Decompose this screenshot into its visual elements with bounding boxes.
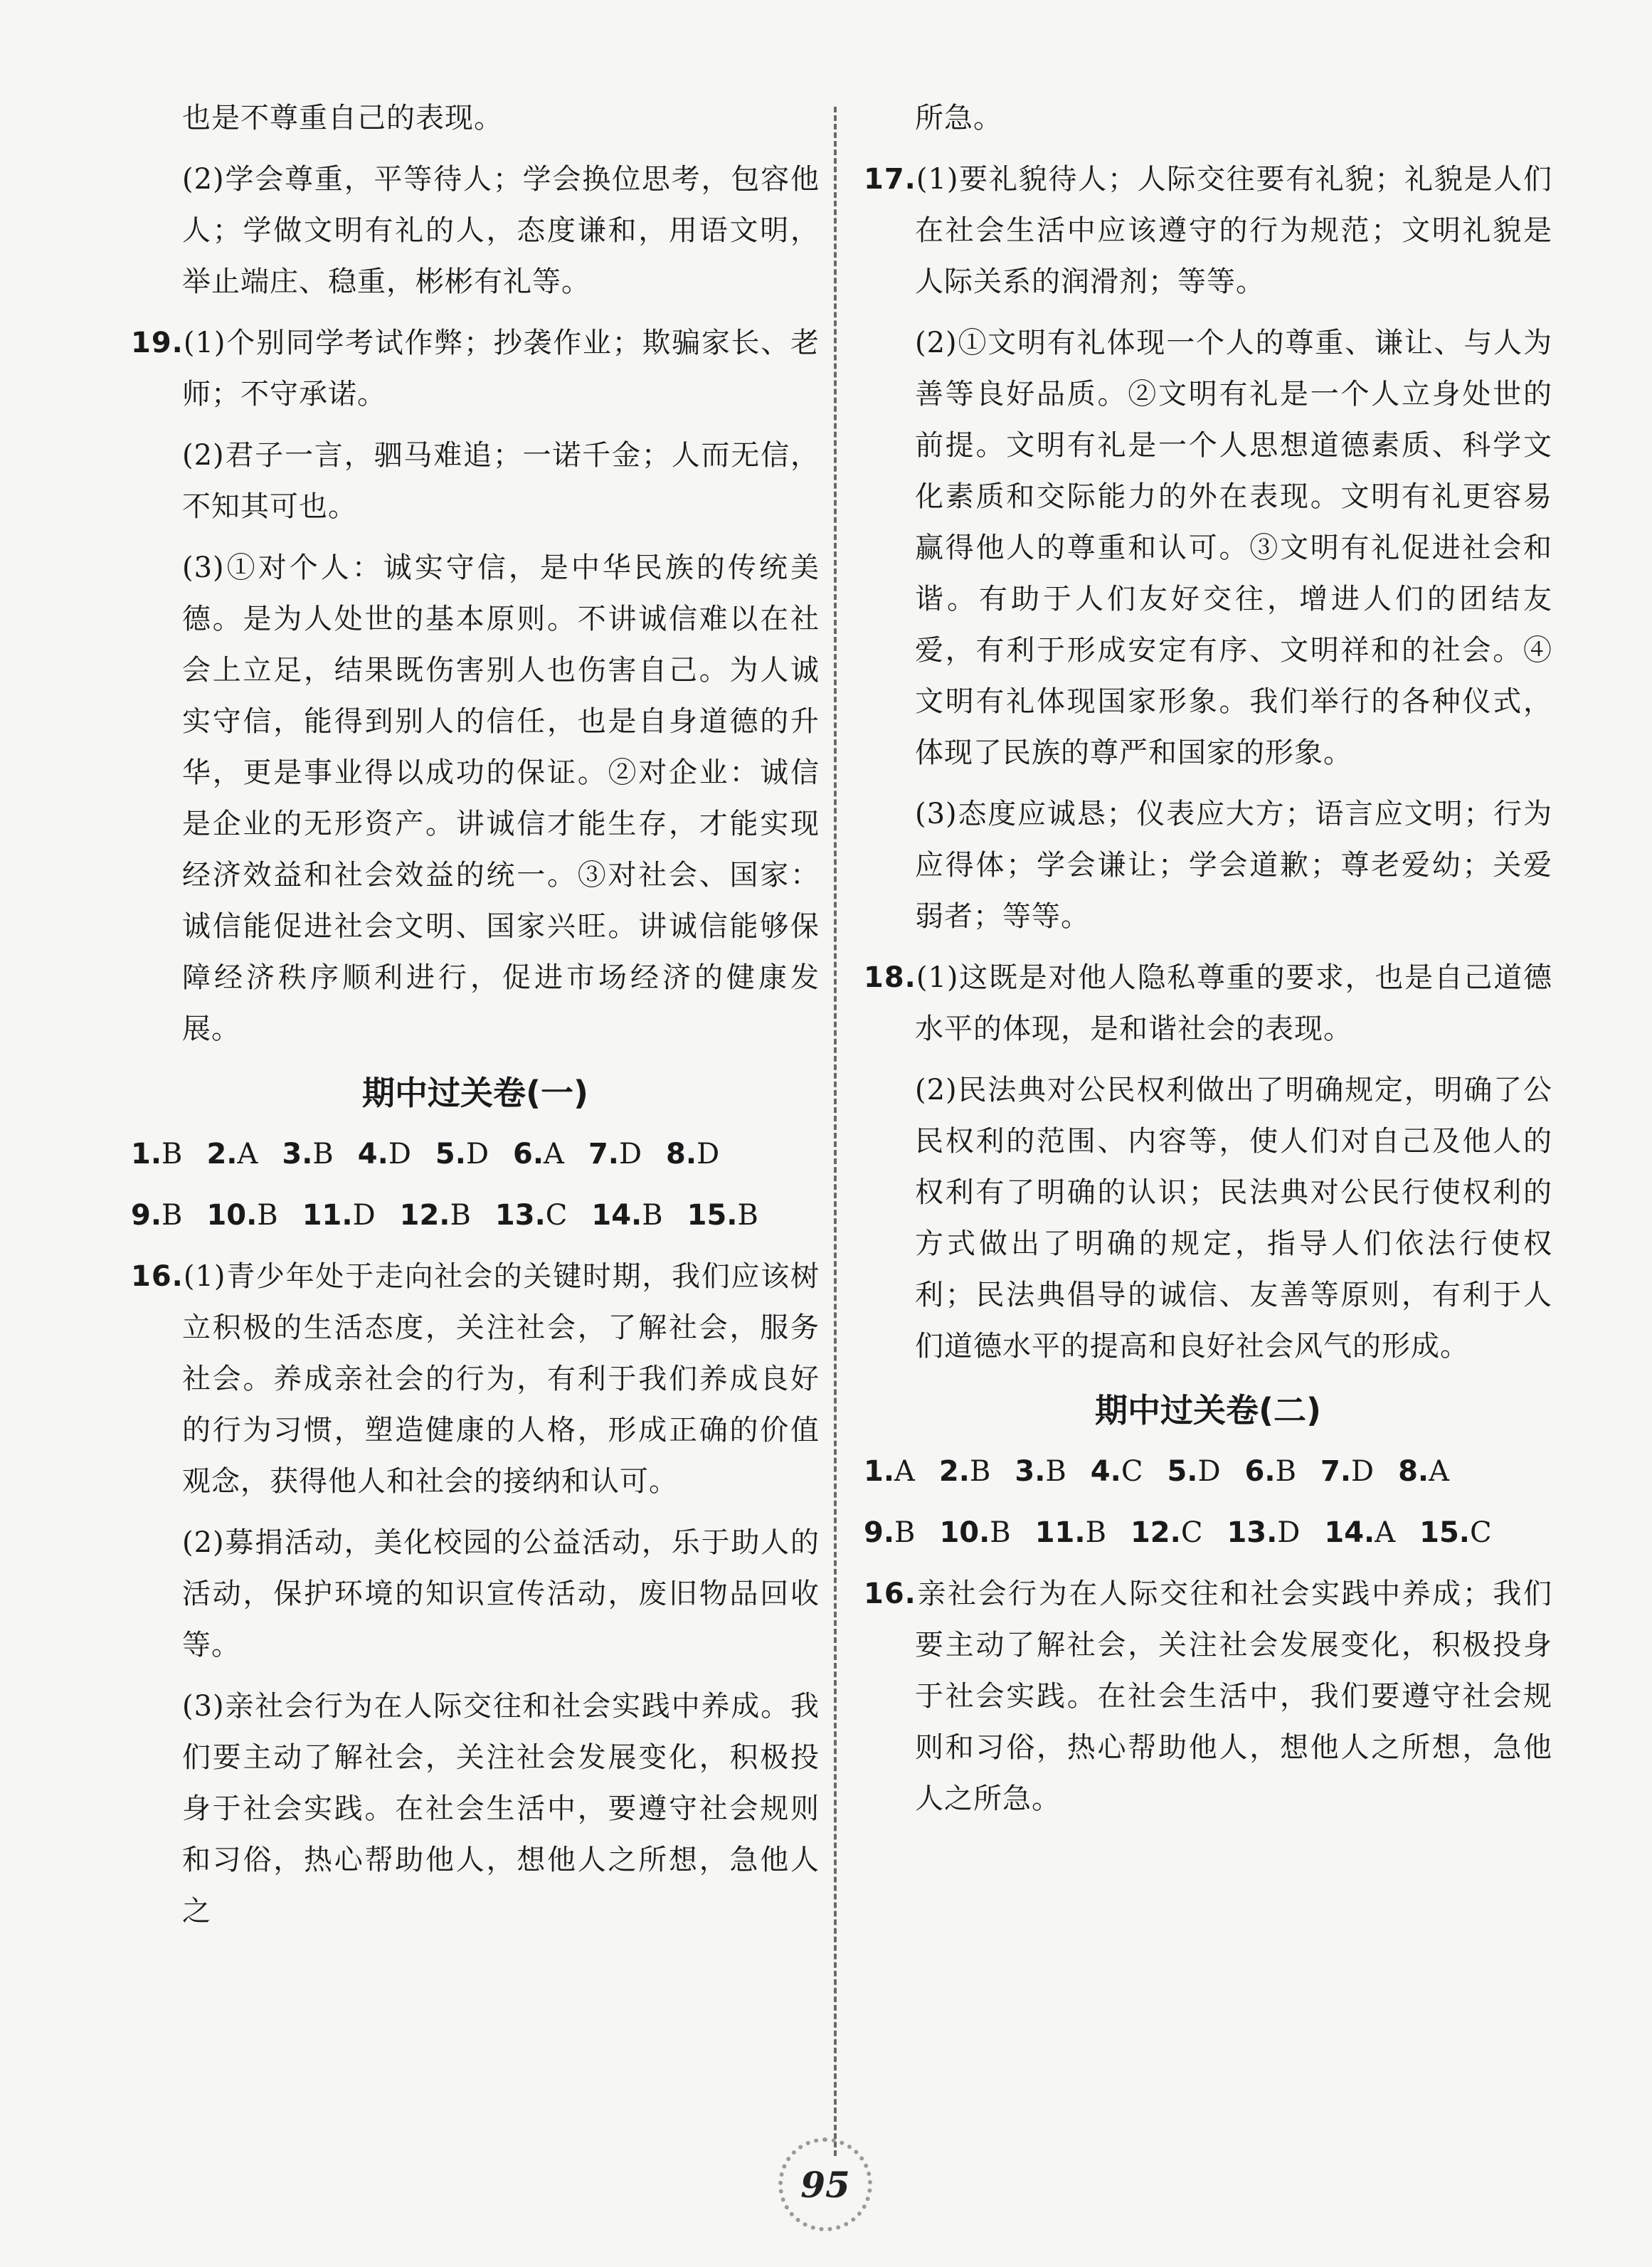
answer-letter: B xyxy=(894,1516,916,1549)
choice-answer xyxy=(1167,1455,1220,1488)
choice-answers-row-2 xyxy=(131,1190,820,1241)
question-19-part-3: (3)①对个人：诚实守信，是中华民族的传统美德。是为人处世的基本原则。不讲诚信难以在社会上立足，结果既伤害别人也伤害自己。为人诚实守信，能得到别人的信任，也是自身道德的升华，更是事业得以成功的保证。②对企业：诚信是企业的无形资产。讲诚信才能生存，才能实现经济效益和社会效益的统一。③对社会、国家：诚信能促进社会文明、国家兴旺。讲诚信能够保障经济秩序顺利进行，促进市场经济的健康发展。 xyxy=(182,551,820,1045)
answer-letter: D xyxy=(1351,1455,1375,1488)
answer-number: 2. xyxy=(938,1455,970,1488)
choice-answer xyxy=(1227,1516,1300,1549)
choice-answer xyxy=(495,1199,567,1232)
question-18-part-1: 18.(1)这既是对他人隐私尊重的要求，也是自己道德水平的体现，是和谐社会的表现。 xyxy=(864,961,1552,1045)
answer-letter: B xyxy=(162,1138,183,1171)
answer-number: 10. xyxy=(939,1516,990,1549)
choice-answer xyxy=(1398,1455,1449,1488)
choice-answer xyxy=(939,1516,1010,1549)
answer-letter: A xyxy=(1429,1455,1450,1488)
answer-number: 1. xyxy=(864,1455,895,1488)
answer-number: 13. xyxy=(494,1199,546,1232)
choice-answers-row-1 xyxy=(131,1129,820,1180)
question-16-part-3: (3)亲社会行为在人际交往和社会实践中养成。我们要主动了解社会，关注社会发展变化，积极投身于社会实践。在社会生活中，要遵守社会规则和习俗，热心帮助他人，想他人之所想，急他人之 xyxy=(182,1690,820,1928)
answer-letter: A xyxy=(894,1455,915,1488)
answer-number: 3. xyxy=(1015,1455,1046,1488)
answer-letter: D xyxy=(352,1199,376,1232)
choice-answer xyxy=(1324,1516,1395,1549)
answer-number: 14. xyxy=(591,1199,642,1232)
choice-answer xyxy=(435,1138,489,1171)
text-continuation: 所急。 xyxy=(915,102,1002,134)
choice-answer xyxy=(513,1138,564,1171)
answer-number: 10. xyxy=(206,1199,258,1232)
choice-answer xyxy=(864,1516,915,1549)
answer-number: 5. xyxy=(1167,1455,1198,1488)
answer-letter: B xyxy=(990,1516,1011,1549)
answer-number: 2. xyxy=(206,1138,238,1171)
question-16: 16.亲社会行为在人际交往和社会实践中养成；我们要主动了解社会，关注社会发展变化，积极投身于社会实践。在社会生活中，我们要遵守社会规则和习俗，热心帮助他人，想他人之所想，急他人之所急。 xyxy=(864,1578,1552,1815)
answer-number: 7. xyxy=(1320,1455,1352,1488)
answer-letter: B xyxy=(642,1199,663,1232)
answer-number: 4. xyxy=(357,1138,388,1171)
answer-letter: B xyxy=(450,1199,471,1232)
answer-number: 6. xyxy=(1244,1455,1276,1488)
answer-number: 11. xyxy=(1034,1516,1086,1549)
answer-number: 7. xyxy=(588,1138,619,1171)
answer-number: 3. xyxy=(282,1138,313,1171)
choice-answer xyxy=(206,1199,277,1232)
answer-letter: D xyxy=(388,1138,411,1171)
choice-answer xyxy=(1245,1455,1296,1488)
choice-answer xyxy=(1015,1455,1066,1488)
answer-letter: B xyxy=(737,1199,758,1232)
question-number: 19. xyxy=(131,327,184,359)
answer-letter: D xyxy=(1277,1516,1301,1549)
choice-answer xyxy=(302,1199,376,1232)
question-17-part-1: 17.(1)要礼貌待人；人际交往要有礼貌；礼貌是人们在社会生活中应该遵守的行为规范；文明礼貌是人际关系的润滑剂；等等。 xyxy=(864,163,1552,298)
column-divider xyxy=(834,107,837,2156)
answer-letter: D xyxy=(697,1138,720,1171)
choice-answers-row-2 xyxy=(864,1507,1552,1558)
answer-number: 15. xyxy=(1419,1516,1470,1549)
question-number: 16. xyxy=(864,1578,916,1610)
left-column xyxy=(131,93,820,1947)
answer-letter: C xyxy=(1469,1516,1492,1549)
choice-answer xyxy=(1091,1455,1143,1488)
choice-answer xyxy=(400,1199,471,1232)
choice-answer xyxy=(687,1199,758,1232)
answer-letter: B xyxy=(1045,1455,1066,1488)
question-number: 16. xyxy=(131,1260,184,1293)
answer-number: 11. xyxy=(302,1199,353,1232)
answer-number: 12. xyxy=(1130,1516,1181,1549)
answer-number: 14. xyxy=(1324,1516,1375,1549)
answer-number: 8. xyxy=(1398,1455,1429,1488)
question-number: 17. xyxy=(864,163,916,196)
choice-answer xyxy=(939,1455,990,1488)
answer-number: 15. xyxy=(687,1199,738,1232)
question-number: 18. xyxy=(864,961,916,994)
choice-answer xyxy=(1131,1516,1202,1549)
choice-answer xyxy=(666,1138,719,1171)
answer-number: 1. xyxy=(131,1138,162,1171)
choice-answer xyxy=(591,1199,662,1232)
answer-letter: C xyxy=(1180,1516,1203,1549)
choice-answer xyxy=(588,1138,642,1171)
question-17-part-2: (2)①文明有礼体现一个人的尊重、谦让、与人为善等良好品质。②文明有礼是一个人立身处世的前提。文明有礼是一个人思想道德素质、科学文化素质和交际能力的外在表现。文明有礼更容易赢得他人的尊重和认可。③文明有礼促进社会和谐。有助于人们友好交往，增进人们的团结友爱，有利于形成安定有序、文明祥和的社会。④文明有礼体现国家形象。我们举行的各种仪式，体现了民族的尊严和国家的形象。 xyxy=(915,327,1552,769)
question-17-part-3: (3)态度应诚恳；仪表应大方；语言应文明；行为应得体；学会谦让；学会道歉；尊老爱幼；关爱弱者；等等。 xyxy=(915,798,1552,933)
answer-letter: D xyxy=(1197,1455,1221,1488)
text-continuation: 也是不尊重自己的表现。 xyxy=(182,102,503,134)
choice-answer xyxy=(1320,1455,1374,1488)
choice-answer xyxy=(1035,1516,1106,1549)
answer-number: 12. xyxy=(399,1199,450,1232)
choice-answer xyxy=(206,1138,258,1171)
answer-letter: B xyxy=(1275,1455,1296,1488)
page-number-badge xyxy=(768,2142,882,2227)
answer-number: 8. xyxy=(666,1138,697,1171)
answer-letter: B xyxy=(969,1455,991,1488)
choice-answer xyxy=(131,1138,182,1171)
question-16-part-1: 16.(1)青少年处于走向社会的关键时期，我们应该树立积极的生活态度，关注社会，了解社会，服务社会。养成亲社会的行为，有利于我们养成良好的行为习惯，塑造健康的人格，形成正确的价值观念，获得他人和社会的接纳和认可。 xyxy=(131,1260,820,1498)
page-number: 95 xyxy=(800,2163,850,2206)
question-19-part-2: (2)君子一言，驷马难追；一诺千金；人而无信，不知其可也。 xyxy=(182,439,820,523)
answer-number: 9. xyxy=(864,1516,895,1549)
answer-letter: C xyxy=(545,1199,568,1232)
answer-letter: C xyxy=(1121,1455,1143,1488)
answer-number: 4. xyxy=(1090,1455,1121,1488)
question-19-part-1: 19.(1)个别同学考试作弊；抄袭作业；欺骗家长、老师；不守承诺。 xyxy=(131,327,820,411)
section-title-midterm-2: 期中过关卷(二) xyxy=(1094,1391,1322,1430)
answer-letter: D xyxy=(465,1138,489,1171)
answer-letter: A xyxy=(1375,1516,1396,1549)
answer-letter: B xyxy=(257,1199,278,1232)
answer-letter: B xyxy=(312,1138,334,1171)
answer-part: (2)学会尊重，平等待人；学会换位思考，包容他人；学做文明有礼的人，态度谦和，用语文明，举止端庄、稳重，彬彬有礼等。 xyxy=(182,163,820,298)
choice-answer xyxy=(1419,1516,1491,1549)
choice-answer xyxy=(864,1455,915,1488)
answer-letter: B xyxy=(1085,1516,1106,1549)
answer-letter: D xyxy=(618,1138,642,1171)
choice-answers-row-1 xyxy=(864,1446,1552,1497)
choice-answer xyxy=(282,1138,333,1171)
answer-number: 13. xyxy=(1227,1516,1278,1549)
answer-number: 6. xyxy=(513,1138,544,1171)
choice-answer xyxy=(358,1138,411,1171)
answer-number: 9. xyxy=(131,1199,162,1232)
answer-letter: B xyxy=(162,1199,183,1232)
answer-letter: A xyxy=(544,1138,564,1171)
section-title-midterm-1: 期中过关卷(一) xyxy=(361,1074,589,1112)
right-column xyxy=(864,93,1552,1834)
choice-answer xyxy=(131,1199,182,1232)
answer-letter: A xyxy=(237,1138,258,1171)
question-16-part-2: (2)募捐活动，美化校园的公益活动，乐于助人的活动，保护环境的知识宣传活动，废旧物品回收等。 xyxy=(182,1526,820,1661)
question-18-part-2: (2)民法典对公民权利做出了明确规定，明确了公民权利的范围、内容等，使人们对自己及他人的权利有了明确的认识；民法典对公民行使权利的方式做出了明确的规定，指导人们依法行使权利；民法典倡导的诚信、友善等原则，有利于人们道德水平的提高和良好社会风气的形成。 xyxy=(915,1074,1552,1363)
answer-number: 5. xyxy=(435,1138,466,1171)
